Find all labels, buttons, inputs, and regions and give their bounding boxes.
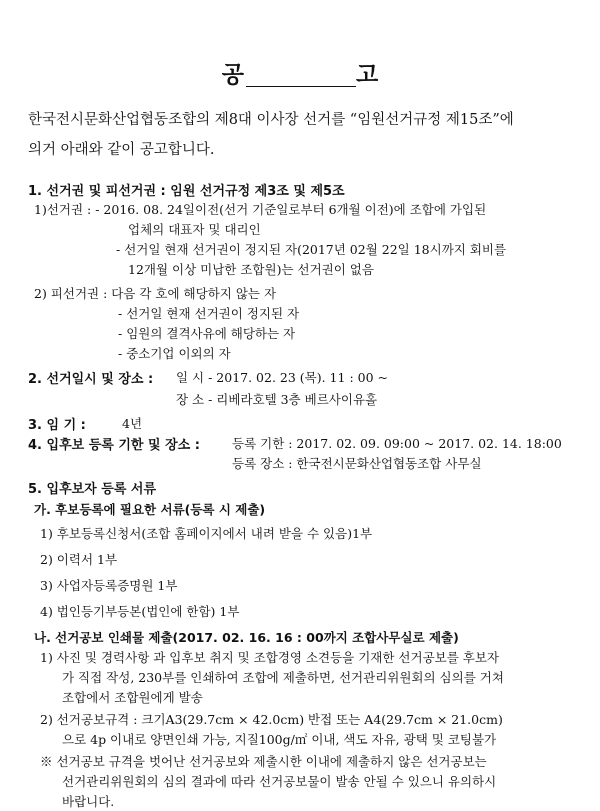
note-line-3: 바랍니다.	[62, 794, 115, 809]
candidate-item: - 중소기업 이외의 자	[118, 346, 231, 361]
intro-line-2: 의거 아래와 같이 공고합니다.	[28, 142, 215, 158]
voter-right-cont: 업체의 대표자 및 대리인	[128, 222, 261, 237]
candidate-right-line: 2) 피선거권 : 다음 각 호에 해당하지 않는 자	[34, 286, 277, 301]
voter-right-item2-line1: - 선거일 현재 선거권이 정지된 자(2017년 02월 22일 18시까지 회비를	[116, 242, 507, 257]
candidate-item: - 임원의 결격사유에 해당하는 자	[118, 326, 296, 341]
document-item: 1) 후보등록신청서(조합 홈페이지에서 내려 받을 수 있음)1부	[40, 526, 373, 541]
bulletin-item-1-line2: 가 직접 작성, 230부를 인쇄하여 조합에 제출하면, 선거관리위원회의 심의를 거쳐	[62, 670, 504, 685]
section-5-heading: 5. 입후보자 등록 서류	[28, 482, 157, 497]
document-item: 3) 사업자등록증명원 1부	[40, 578, 178, 593]
term-value: 4년	[122, 416, 143, 431]
bulletin-item-2-line1: 2) 선거공보규격 : 크기A3(29.7cm × 42.0cm) 반접 또는 A4(29.7cm × 21.0cm)	[40, 712, 503, 727]
intro-line-1: 한국전시문화산업협동조합의 제8대 이사장 선거를 “임원선거규정 제15조”에	[28, 112, 514, 128]
sub-b-heading: 나. 선거공보 인쇄물 제출(2017. 02. 16. 16 : 00까지 조합사무실로 제출)	[34, 630, 459, 645]
registration-period: 등록 기한 : 2017. 02. 09. 09:00 ~ 2017. 02. 14. 18:00	[232, 436, 562, 451]
bulletin-item-2-line2: 으로 4p 이내로 양면인쇄 가능, 지질100g/㎡ 이내, 색도 자유, 광택 및 코팅불가	[62, 732, 497, 747]
voter-right-item2-line2: 12개월 이상 미납한 조합원)는 선거권이 없음	[128, 262, 374, 277]
note-line-1: ※ 선거공보 규격을 벗어난 선거공보와 제출시한 이내에 제출하지 않은 선거공보는	[40, 754, 487, 769]
registration-place: 등록 장소 : 한국전시문화산업협동조합 사무실	[232, 456, 482, 471]
document-item: 2) 이력서 1부	[40, 552, 118, 567]
candidate-item: - 선거일 현재 선거권이 정지된 자	[118, 306, 300, 321]
note-line-2: 선거관리위원회의 심의 결과에 따라 선거공보물이 발송 안될 수 있으니 유의하시	[62, 774, 497, 789]
section-2-heading: 2. 선거일시 및 장소 :	[28, 372, 154, 387]
section-1-heading: 1. 선거권 및 피선거권 : 임원 선거규정 제3조 및 제5조	[28, 184, 345, 199]
sub-a-heading: 가. 후보등록에 필요한 서류(등록 시 제출)	[34, 502, 266, 517]
section-3-heading: 3. 임 기 :	[28, 418, 86, 433]
document-item: 4) 법인등기부등본(법인에 한함) 1부	[40, 604, 240, 619]
title-underline	[246, 86, 356, 87]
notice-title: 공 고	[221, 62, 431, 88]
bulletin-item-1-line3: 조합에서 조합원에게 발송	[62, 690, 203, 705]
section-4-heading: 4. 입후보 등록 기한 및 장소 :	[28, 438, 200, 453]
election-datetime: 일 시 - 2017. 02. 23 (목). 11 : 00 ~	[176, 370, 388, 385]
voter-right-line: 1)선거권 : - 2016. 08. 24일이전(선거 기준일로부터 6개월 이전)에 조합에 가입된	[34, 202, 487, 217]
bulletin-item-1-line1: 1) 사진 및 경력사항 과 입후보 취지 및 조합경영 소견등을 기재한 선거공보를 후보자	[40, 650, 499, 665]
election-place: 장 소 - 리베라호텔 3층 베르사이유홀	[176, 392, 378, 407]
